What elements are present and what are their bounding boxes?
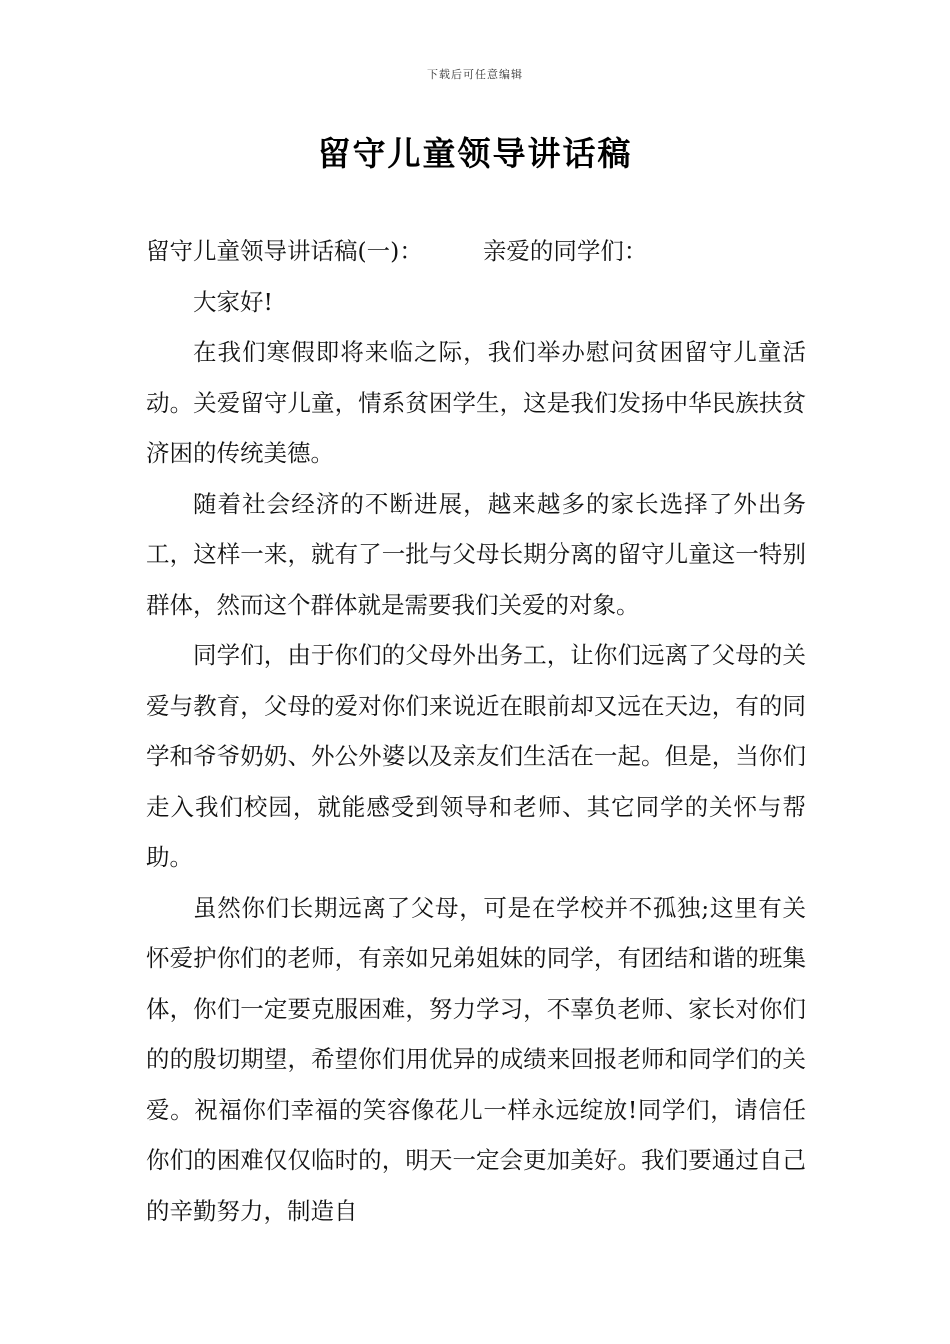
paragraph: 虽然你们长期远离了父母，可是在学校并不孤独;这里有关怀爱护你们的老师，有亲如兄弟姐妹的同学，有团结和谐的班集体，你们一定要克服困难，努力学习，不辜负老师、家长对你们的的殷切期望，希望你们用优异的成绩来回报老师和同学们的关爱。祝福你们幸福的笑容像花儿一样永远绽放!同学们，请信任你们的困难仅仅临时的，明天一定会更加美好。我们要通过自己的辛勤努力，制造自 bbox=[146, 893, 806, 1225]
page-title: 留守儿童领导讲话稿 bbox=[317, 134, 633, 173]
paragraph-greeting: 大家好! bbox=[193, 287, 273, 316]
section-label: 留守儿童领导讲话稿(一)： bbox=[146, 237, 423, 265]
paragraph: 随着社会经济的不断进展，越来越多的家长选择了外出务工，这样一来，就有了一批与父母长期分离的留守儿童这一特别群体，然而这个群体就是需要我们关爱的对象。 bbox=[146, 489, 806, 619]
header-note: 下载后可任意编辑 bbox=[427, 68, 523, 81]
salutation: 亲爱的同学们： bbox=[482, 237, 648, 265]
paragraph: 同学们，由于你们的父母外出务工，让你们远离了父母的关爱与教育，父母的爱对你们来说近在眼前却又远在天边，有的同学和爷爷奶奶、外公外婆以及亲友们生活在一起。但是，当你们走入我们校园，就能感受到领导和老师、其它同学的关怀与帮助。 bbox=[146, 641, 806, 871]
paragraph: 在我们寒假即将来临之际，我们举办慰问贫困留守儿童活动。关爱留守儿童，情系贫困学生，这是我们发扬中华民族扶贫济困的传统美德。 bbox=[146, 338, 806, 467]
opening-line bbox=[146, 226, 806, 277]
document-body bbox=[146, 226, 806, 1236]
